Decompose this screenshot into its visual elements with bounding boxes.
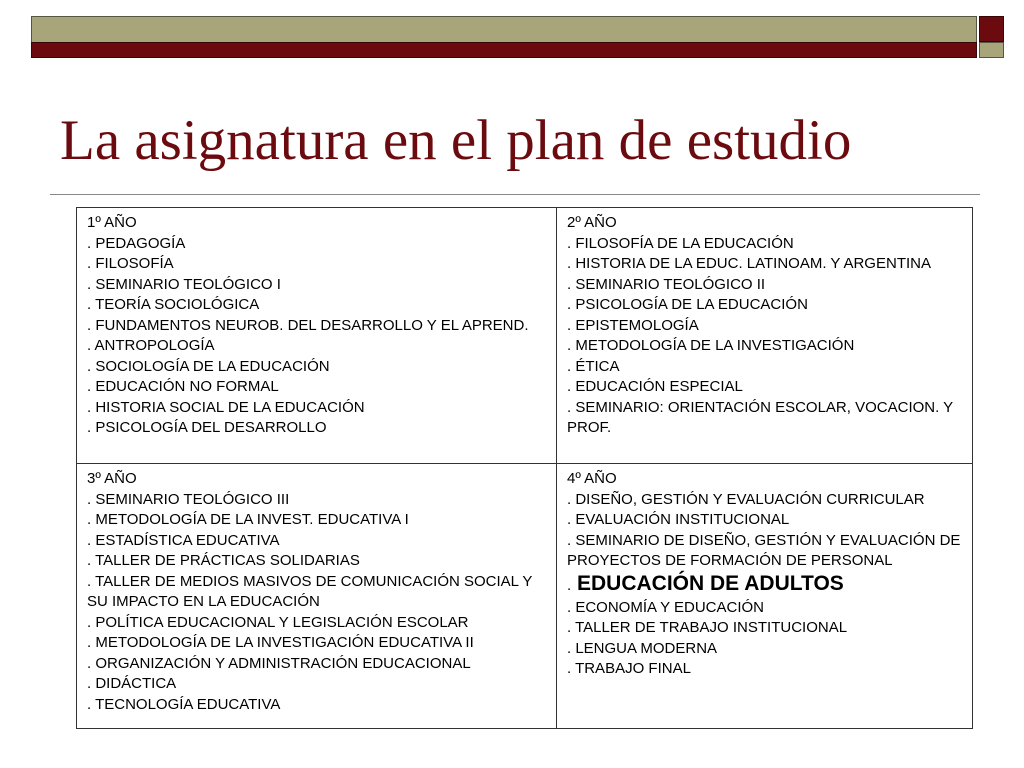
course-item: . POLÍTICA EDUCACIONAL Y LEGISLACIÓN ESCOLAR bbox=[87, 613, 469, 631]
course-item: . LENGUA MODERNA bbox=[567, 639, 718, 657]
highlight-bullet: . bbox=[567, 576, 572, 594]
course-item: . FUNDAMENTOS NEUROB. DEL DESARROLLO Y EL APREND. bbox=[87, 316, 529, 334]
course-item: . TEORÍA SOCIOLÓGICA bbox=[87, 296, 260, 313]
corner-square-red bbox=[979, 16, 1004, 42]
course-item: . ÉTICA bbox=[567, 357, 620, 375]
course-item: . SEMINARIO: ORIENTACIÓN ESCOLAR, VOCACION. Y PROF. bbox=[567, 398, 953, 436]
course-item: . SOCIOLOGÍA DE LA EDUCACIÓN bbox=[87, 357, 330, 375]
course-item: . HISTORIA DE LA EDUC. LATINOAM. Y ARGENTINA bbox=[567, 255, 931, 272]
course-item: . TECNOLOGÍA EDUCATIVA bbox=[87, 695, 281, 713]
course-item: . SEMINARIO TEOLÓGICO I bbox=[87, 275, 281, 293]
course-item-highlighted bbox=[567, 572, 962, 598]
course-item: . TALLER DE PRÁCTICAS SOLIDARIAS bbox=[87, 552, 360, 569]
slide-title: La asignatura en el plan de estudio bbox=[60, 109, 852, 172]
course-item: . METODOLOGÍA DE LA INVESTIGACIÓN EDUCATIVA II bbox=[87, 634, 474, 651]
course-item: . DIDÁCTICA bbox=[87, 675, 177, 692]
year-2-header: 2º AÑO bbox=[567, 214, 617, 231]
course-item: . DISEÑO, GESTIÓN Y EVALUACIÓN CURRICULAR bbox=[567, 490, 925, 508]
cell-year-2 bbox=[557, 208, 973, 464]
header-band-olive bbox=[31, 16, 977, 42]
course-item: . PEDAGOGÍA bbox=[87, 234, 186, 252]
course-item: . SEMINARIO TEOLÓGICO III bbox=[87, 490, 290, 508]
year-3-header: 3º AÑO bbox=[87, 470, 137, 487]
study-plan-table bbox=[76, 207, 973, 729]
course-item: . EPISTEMOLOGÍA bbox=[567, 316, 699, 334]
course-item: . SEMINARIO TEOLÓGICO II bbox=[567, 275, 766, 293]
corner-square-olive bbox=[979, 42, 1004, 58]
course-item: . FILOSOFÍA DE LA EDUCACIÓN bbox=[567, 234, 794, 252]
highlight-course-label: EDUCACIÓN DE ADULTOS bbox=[571, 571, 844, 595]
table-row-years-3-4 bbox=[77, 464, 973, 729]
course-item: . FILOSOFÍA bbox=[87, 255, 174, 272]
course-item: . TALLER DE MEDIOS MASIVOS DE COMUNICACIÓN SOCIAL Y SU IMPACTO EN LA EDUCACIÓN bbox=[87, 572, 533, 610]
cell-year-3 bbox=[77, 464, 557, 729]
course-item: . HISTORIA SOCIAL DE LA EDUCACIÓN bbox=[87, 398, 365, 416]
course-item: . EDUCACIÓN NO FORMAL bbox=[87, 378, 279, 395]
course-item: . EDUCACIÓN ESPECIAL bbox=[567, 378, 743, 395]
course-item: . ORGANIZACIÓN Y ADMINISTRACIÓN EDUCACIONAL bbox=[87, 654, 471, 672]
year-1-header: 1º AÑO bbox=[87, 214, 137, 231]
course-item: . SEMINARIO DE DISEÑO, GESTIÓN Y EVALUACIÓN DE PROYECTOS DE FORMACIÓN DE PERSONAL bbox=[567, 531, 961, 569]
course-item: . METODOLOGÍA DE LA INVESTIGACIÓN bbox=[567, 337, 855, 354]
course-item: . ANTROPOLOGÍA bbox=[87, 337, 215, 354]
course-item: . PSICOLOGÍA DEL DESARROLLO bbox=[87, 419, 327, 436]
course-item: . TALLER DE TRABAJO INSTITUCIONAL bbox=[567, 619, 848, 636]
course-item: . ECONOMÍA Y EDUCACIÓN bbox=[567, 598, 764, 616]
table-row-years-1-2 bbox=[77, 208, 973, 464]
course-item: . EVALUACIÓN INSTITUCIONAL bbox=[567, 511, 790, 528]
title-divider bbox=[50, 194, 980, 195]
cell-year-1 bbox=[77, 208, 557, 464]
year-4-header: 4º AÑO bbox=[567, 470, 617, 487]
course-item: . PSICOLOGÍA DE LA EDUCACIÓN bbox=[567, 296, 808, 313]
header-band-red bbox=[31, 42, 977, 58]
course-item: . TRABAJO FINAL bbox=[567, 660, 691, 677]
course-item: . ESTADÍSTICA EDUCATIVA bbox=[87, 531, 280, 549]
course-item: . METODOLOGÍA DE LA INVEST. EDUCATIVA I bbox=[87, 511, 409, 528]
cell-year-4 bbox=[557, 464, 973, 729]
